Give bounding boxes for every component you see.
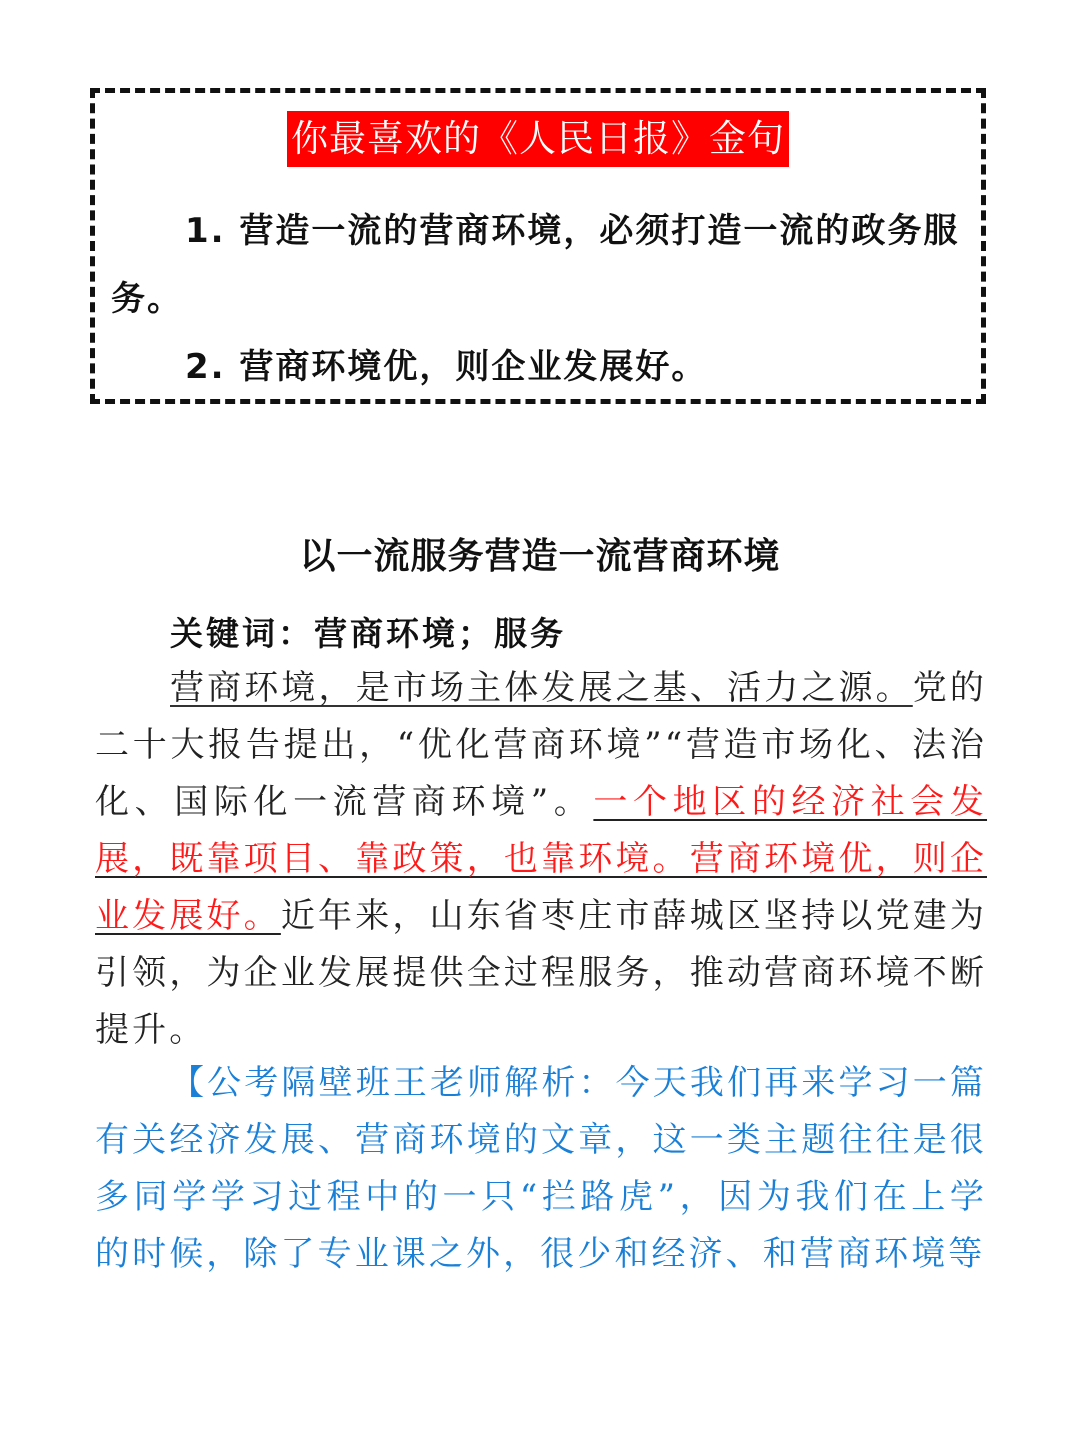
quote-line-2: 2. 营商环境优，则企业发展好。 [185, 347, 708, 387]
underlined-sentence: 营商环境，是市场主体发展之基、活力之源。 [170, 668, 913, 708]
body-paragraph [95, 660, 987, 1059]
highlighted-red-sentence: 一个地区的经济社会发展，既靠项目、靠政策，也靠环境。营商环境优，则企业发展好。 [95, 782, 988, 936]
quote-box [90, 88, 986, 404]
body-sentence-2: 近年来，山东省枣庄市薛城区坚持以党建为引领，为企业发展提供全过程服务，推动营商环境不断提升。 [95, 896, 988, 1050]
quote-title-wrap [95, 111, 981, 167]
analysis-paragraph: 【公考隔壁班王老师解析：今天我们再来学习一篇有关经济发展、营商环境的文章，这一类主题往往是很多同学学习过程中的一只“拦路虎”，因为我们在上学的时候，除了专业课之外，很少和经济、和营商环境等 [95, 1063, 987, 1274]
body-sentence: 党的二十大报告提出，“优化营商环境”“营造市场化、法治化、国际化一流营商环境”。 [95, 668, 988, 822]
article-title: 以一流服务营造一流营商环境 [299, 536, 781, 577]
quote-line-1-continued: 务。 [111, 279, 183, 319]
quote-title: 你最喜欢的《人民日报》金句 [287, 111, 789, 167]
quote-line-1: 1. 营造一流的营商环境，必须打造一流的政务服 [185, 211, 960, 251]
keywords: 关键词：营商环境；服务 [170, 614, 566, 653]
